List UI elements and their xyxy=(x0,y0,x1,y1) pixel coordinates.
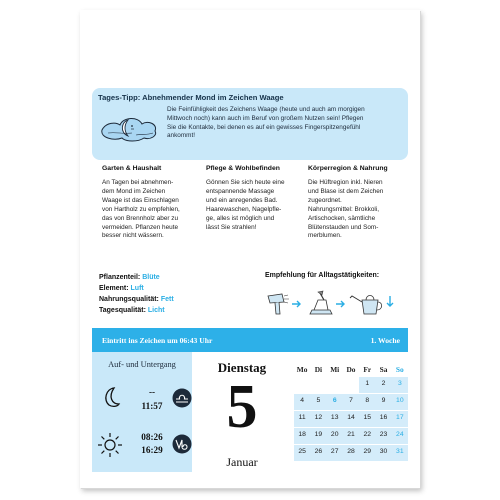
hairdryer-icon xyxy=(268,294,289,314)
watering-can-icon xyxy=(350,296,382,315)
moon-cloud-icon xyxy=(98,110,160,144)
calendar-week: 4 5 6 7 8 9 10 xyxy=(294,394,408,410)
sun-icon xyxy=(97,432,123,458)
plant-info xyxy=(99,272,174,316)
moon-set-time: 11:57 xyxy=(141,401,163,411)
wood-cutting-icon xyxy=(310,291,332,314)
arrow-right-icon xyxy=(292,301,300,307)
calendar-page xyxy=(80,10,420,488)
sign-entry-time: Eintritt ins Zeichen um 06:43 Uhr xyxy=(102,336,213,345)
rise-set-title: Auf- und Untergang xyxy=(108,360,176,369)
column-text: Gönnen Sie sich heute eine entspannende Massage und ein anregendes Bad. Haarewaschen, Nagelpfle- ge, alles ist möglich und lässt Sie strahlen! xyxy=(206,179,285,231)
sign-entry-band xyxy=(92,328,408,352)
info-row: Pflanzenteil: Blüte xyxy=(99,274,160,281)
info-row: Tagesqualität: Licht xyxy=(99,307,165,314)
moon-rise-time: -- xyxy=(148,387,156,397)
weekday-label: Dienstag xyxy=(217,360,267,375)
column-title: Pflege & Wohlbefinden xyxy=(206,165,280,172)
arrow-right-icon xyxy=(336,301,344,307)
moon-icon xyxy=(100,386,122,408)
calendar-week: 1 2 3 xyxy=(294,377,408,393)
info-row: Element: Luft xyxy=(99,285,144,292)
libra-sign-icon xyxy=(172,388,192,408)
month-label: Januar xyxy=(226,455,258,469)
sun-set-time: 16:29 xyxy=(141,445,163,455)
calendar-week: 25 26 27 28 29 30 31 xyxy=(294,445,408,461)
sun-rise-time: 08:26 xyxy=(141,432,163,442)
month-calendar xyxy=(294,363,408,462)
daily-tip-box xyxy=(92,88,408,160)
tip-title: Tages-Tipp: Abnehmender Mond im Zeichen Waage xyxy=(98,93,284,102)
info-row: Nahrungsqualität: Fett xyxy=(99,296,174,303)
column-text: An Tagen bei abnehmen- dem Mond im Zeichen Waage ist das Einschlagen von Hartholz zu empfehlen, das von Brennholz aber zu vermeiden. Pflanzen heute besser nicht wässern. xyxy=(102,179,180,240)
calendar-week: 18 19 20 21 22 23 24 xyxy=(294,428,408,444)
column-title: Garten & Haushalt xyxy=(102,165,162,172)
column-care-wellbeing xyxy=(206,165,302,232)
recommendation-title: Empfehlung für Alltagstätigkeiten: xyxy=(265,272,380,279)
week-number: 1. Woche xyxy=(370,336,400,345)
column-body-nutrition xyxy=(308,165,412,241)
calendar-week: 11 12 13 14 15 16 17 xyxy=(294,411,408,427)
rise-set-box xyxy=(92,352,192,472)
capricorn-sign-icon xyxy=(172,434,192,454)
calendar-header: Mo Di Mi Do Fr Sa So xyxy=(296,365,404,374)
arrow-down-icon xyxy=(387,296,393,306)
day-number: 5 xyxy=(226,373,258,441)
column-garden-household xyxy=(102,165,198,241)
tip-text: Die Feinfühligkeit des Zeichens Waage (heute und auch am morgigen Mittwoch noch) kann auch im Beruf von großem Nutzen sein! Pflegen Sie die Kontakte, bei denen es auf ein gewisses Fingerspitzengefühl ankommt! xyxy=(167,106,365,140)
recommendation-icons xyxy=(266,290,414,318)
column-title: Körperregion & Nahrung xyxy=(308,165,388,172)
column-text: Die Hüftregion inkl. Nieren und Blase ist dem Zeichen zugeordnet. Nahrungsmittel: Brokkoli, Artischocken, sämtliche Blütenstauden und Som- merblumen. xyxy=(308,179,384,240)
